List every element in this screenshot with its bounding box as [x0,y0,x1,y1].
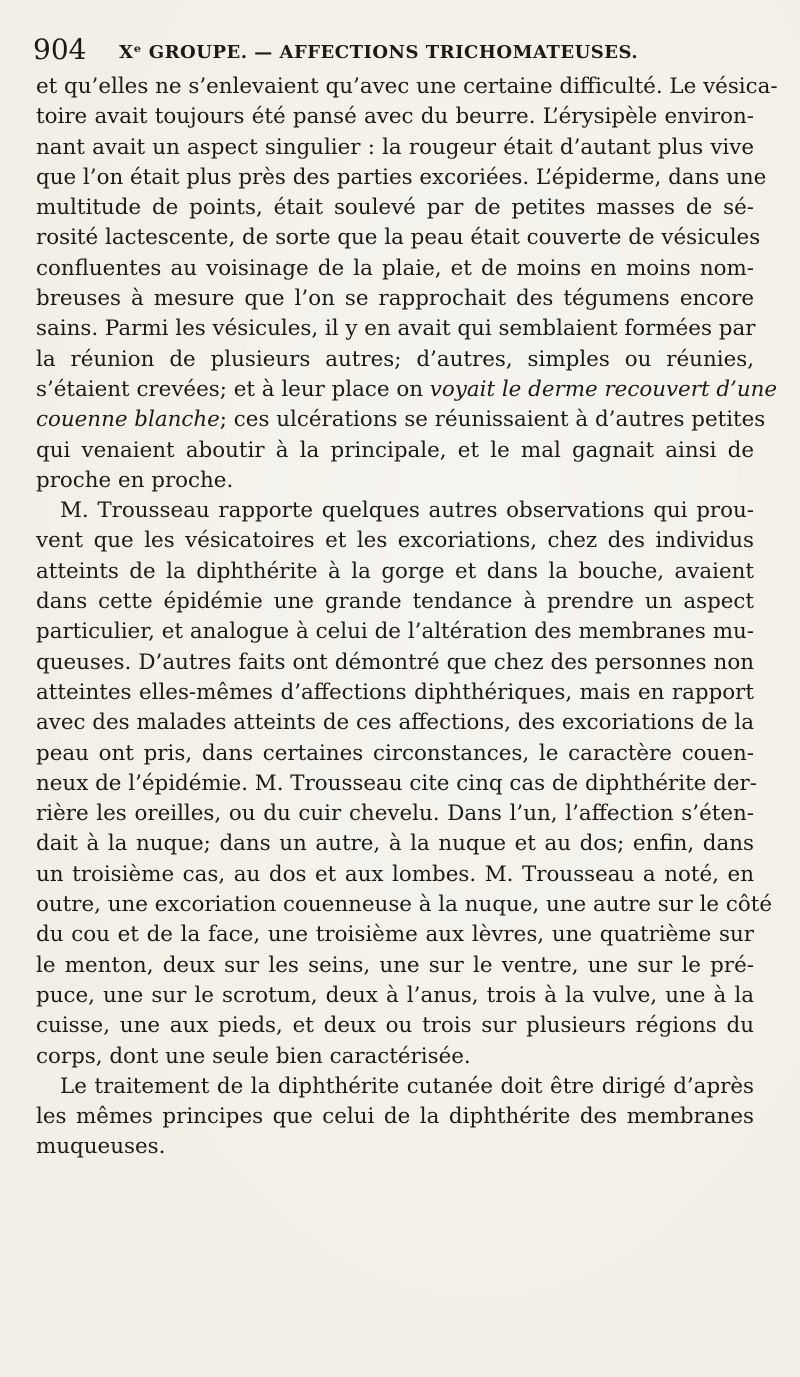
text-line: M. Trousseau rapporte quelques autres observations qui prou- [60,498,754,524]
text-line: cuisse, une aux pieds, et deux ou trois sur plusieurs régions du [36,1013,754,1039]
text-line: que l’on était plus près des parties excoriées. L’épiderme, dans une [36,164,767,190]
text-line: corps, dont une seule bien caractérisée. [36,1043,471,1069]
text-line: peau ont pris, dans certaines circonstances, le caractère couen- [36,740,754,766]
italic-fragment: voyait le derme recouvert d’une [429,376,778,402]
text-line: proche en proche. [36,467,234,493]
text-line: dans cette épidémie une grande tendance à prendre un aspect [36,589,754,615]
text-line: Le traitement de la diphthérite cutanée doit être dirigé d’après [60,1073,754,1099]
text-line: atteintes elles-mêmes d’affections diphthériques, mais en rapport [36,679,754,705]
text-line: sains. Parmi les vésicules, il y en avait qui semblaient formées par [36,316,756,342]
text-line: les mêmes principes que celui de la diphthérite des membranes [36,1104,754,1130]
text-line: nant avait un aspect singulier : la rougeur était d’autant plus vive [36,134,754,160]
text-line: toire avait toujours été pansé avec du beurre. L’érysipèle environ- [36,104,754,130]
text-line: et qu’elles ne s’enlevaient qu’avec une certaine difficulté. Le vésica- [36,74,778,99]
text-line: qui venaient aboutir à la principale, et le mal gagnait ainsi de [36,437,754,463]
text-line: outre, une excoriation couenneuse à la nuque, une autre sur le côté [36,892,772,918]
text-fragment: ; ces ulcérations se réunissaient à d’autres petites [219,407,766,433]
text-line [36,405,766,435]
text-line: neux de l’épidémie. M. Trousseau cite cinq cas de diphthérite der- [36,770,757,796]
text-line: vent que les vésicatoires et les excoriations, chez des individus [36,528,754,554]
text-line: du cou et de la face, une troisième aux lèvres, une quatrième sur [36,922,754,948]
text-line: confluentes au voisinage de la plaie, et de moins en moins nom- [36,255,754,281]
text-line: la réunion de plusieurs autres; d’autres, simples ou réunies, [36,346,754,372]
text-line: multitude de points, était soulevé par de petites masses de sé- [36,195,754,221]
text-line: breuses à mesure que l’on se rapprochait des tégumens encore [36,286,754,312]
text-line [36,375,778,405]
text-line: avec des malades atteints de ces affections, des excoriations de la [36,710,754,736]
text-line: particulier, et analogue à celui de l’altération des membranes mu- [36,619,754,645]
text-fragment: s’étaient crevées; et à leur place on [36,376,430,402]
text-line: rosité lactescente, de sorte que la peau était couverte de vésicules [36,225,761,251]
text-line: muqueuses. [36,1134,166,1160]
body-text [36,72,778,1163]
text-line: puce, une sur le scrotum, deux à l’anus, trois à la vulve, une à la [36,982,754,1008]
page-number: 904 [33,33,87,66]
page-header [33,34,773,70]
text-line: un troisième cas, au dos et aux lombes. M. Trousseau a noté, en [36,861,754,887]
text-line: le menton, deux sur les seins, une sur le ventre, une sur le pré- [36,952,754,978]
italic-fragment: couenne blanche [36,407,220,433]
running-head: Xᵉ GROUPE. — AFFECTIONS TRICHOMATEUSES. [119,42,639,63]
text-line: atteints de la diphthérite à la gorge et dans la bouche, avaient [36,558,754,584]
text-line: queuses. D’autres faits ont démontré que chez des personnes non [36,649,754,675]
text-line: dait à la nuque; dans un autre, à la nuque et au dos; enfin, dans [36,831,754,857]
text-line: rière les oreilles, ou du cuir chevelu. Dans l’un, l’affection s’éten- [36,801,754,827]
